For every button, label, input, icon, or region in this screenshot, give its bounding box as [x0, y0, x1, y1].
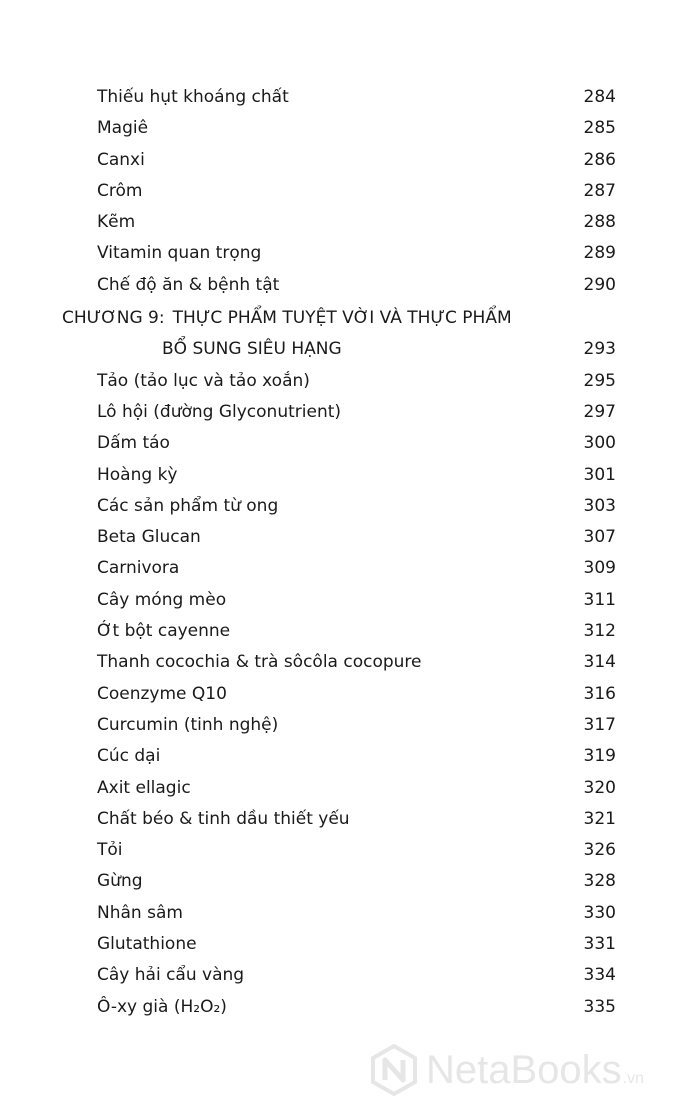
toc-entry: [0, 270, 700, 301]
toc-entry: [0, 428, 700, 459]
toc-entry: [0, 898, 700, 929]
toc-entry: [0, 647, 700, 678]
toc-entry-page: 312: [583, 621, 616, 642]
toc-entry-page: 303: [583, 495, 616, 516]
toc-entry-page: 301: [583, 464, 616, 485]
toc-entry: [0, 804, 700, 835]
toc-entry: [0, 710, 700, 741]
table-of-contents: [0, 82, 700, 1023]
toc-entry-label: Magiê: [97, 118, 149, 139]
toc-entry-page: 311: [583, 589, 616, 610]
toc-entry-page: 319: [583, 746, 616, 767]
toc-entry-label: Vitamin quan trọng: [97, 243, 262, 264]
toc-entry: [0, 741, 700, 772]
toc-entry-label: Cúc dại: [97, 746, 161, 767]
toc-entry: [0, 366, 700, 397]
toc-entry-label: Glutathione: [97, 934, 197, 955]
watermark-suffix: .vn: [622, 1070, 645, 1087]
chapter-heading: [0, 303, 700, 366]
toc-entry-page: 287: [583, 180, 616, 201]
toc-entry-label: Các sản phẩm từ ong: [97, 495, 279, 516]
toc-entry: [0, 397, 700, 428]
toc-entry-label: Beta Glucan: [97, 527, 201, 548]
toc-entry-page: 284: [583, 87, 616, 107]
toc-entry-label: Thanh cocochia & trà sôcôla cocopure: [97, 652, 422, 673]
toc-entry-page: 285: [583, 118, 616, 139]
toc-entry-page: 320: [583, 777, 616, 798]
toc-entry-page: 321: [583, 808, 616, 829]
toc-entry-label: Tỏi: [97, 840, 123, 861]
toc-entry-label: Gừng: [97, 871, 143, 892]
toc-entry-page: 297: [583, 401, 616, 422]
toc-entry: [0, 960, 700, 991]
toc-entry: [0, 679, 700, 710]
toc-entry-page: 289: [583, 243, 616, 264]
toc-entry: [0, 238, 700, 269]
toc-entry-label: Chất béo & tinh dầu thiết yếu: [97, 808, 350, 829]
watermark: [368, 1040, 644, 1100]
toc-entry-page: 314: [583, 652, 616, 673]
toc-entry-page: 300: [583, 433, 616, 454]
toc-entry-label: Lô hội (đường Glyconutrient): [97, 401, 342, 422]
toc-entry: [0, 835, 700, 866]
toc-entry-label: Thiếu hụt khoáng chất: [97, 87, 289, 107]
toc-entry-label: Cây móng mèo: [97, 589, 227, 610]
toc-entry-page: 316: [583, 683, 616, 704]
toc-entry-page: 286: [583, 149, 616, 170]
toc-entry-label: Coenzyme Q10: [97, 683, 227, 704]
toc-entry-page: 328: [583, 871, 616, 892]
toc-entry-label: Cây hải cẩu vàng: [97, 965, 245, 986]
toc-entry-label: Tảo (tảo lục và tảo xoắn): [97, 370, 310, 391]
toc-entry-page: 330: [583, 902, 616, 923]
toc-entry: [0, 207, 700, 238]
toc-entry: [0, 585, 700, 616]
toc-entry-label: Ớt bột cayenne: [97, 621, 231, 642]
chapter-page: 293: [583, 339, 616, 360]
toc-entry-page: 331: [583, 934, 616, 955]
chapter-number: CHƯƠNG 9:: [62, 308, 165, 329]
toc-entry-page: 334: [583, 965, 616, 986]
toc-entry: [0, 992, 700, 1023]
toc-entry-label: Nhân sâm: [97, 902, 183, 923]
chapter-title-line1: [62, 303, 512, 334]
toc-entry: [0, 491, 700, 522]
toc-entry: [0, 553, 700, 584]
toc-entry-page: 288: [583, 212, 616, 233]
toc-entry-label: Kẽm: [97, 212, 136, 233]
toc-entry-label: Canxi: [97, 149, 145, 170]
toc-entry-page: 290: [583, 274, 616, 295]
toc-entry-label: Ô-xy già (H₂O₂): [97, 996, 227, 1017]
toc-entry-label: Chế độ ăn & bệnh tật: [97, 274, 280, 295]
toc-entry: [0, 522, 700, 553]
toc-entry: [0, 460, 700, 491]
toc-entry: [0, 145, 700, 176]
watermark-text: NetaBooks: [426, 1047, 622, 1092]
toc-entry-label: Axit ellagic: [97, 777, 191, 798]
chapter-title-text: THỰC PHẨM TUYỆT VỜI VÀ THỰC PHẨM: [172, 308, 512, 329]
toc-entry-page: 295: [583, 370, 616, 391]
toc-entry-page: 335: [583, 996, 616, 1017]
toc-entry-page: 317: [583, 714, 616, 735]
toc-entry: [0, 616, 700, 647]
toc-entry-label: Carnivora: [97, 558, 180, 579]
toc-entry-label: Curcumin (tinh nghệ): [97, 714, 279, 735]
chapter-title-line2: BỔ SUNG SIÊU HẠNG: [162, 339, 342, 360]
toc-entry: [0, 113, 700, 144]
netabooks-logo-icon: [368, 1044, 420, 1096]
toc-entry-page: 309: [583, 558, 616, 579]
toc-entry: [0, 866, 700, 897]
toc-entry-label: Dấm táo: [97, 433, 170, 454]
toc-entry-page: 326: [583, 840, 616, 861]
toc-entry-page: 307: [583, 527, 616, 548]
toc-entry: [0, 82, 700, 113]
toc-entry: [0, 773, 700, 804]
toc-entry-label: Crôm: [97, 180, 143, 201]
toc-entry-label: Hoàng kỳ: [97, 464, 178, 485]
toc-entry: [0, 929, 700, 960]
toc-entry: [0, 176, 700, 207]
